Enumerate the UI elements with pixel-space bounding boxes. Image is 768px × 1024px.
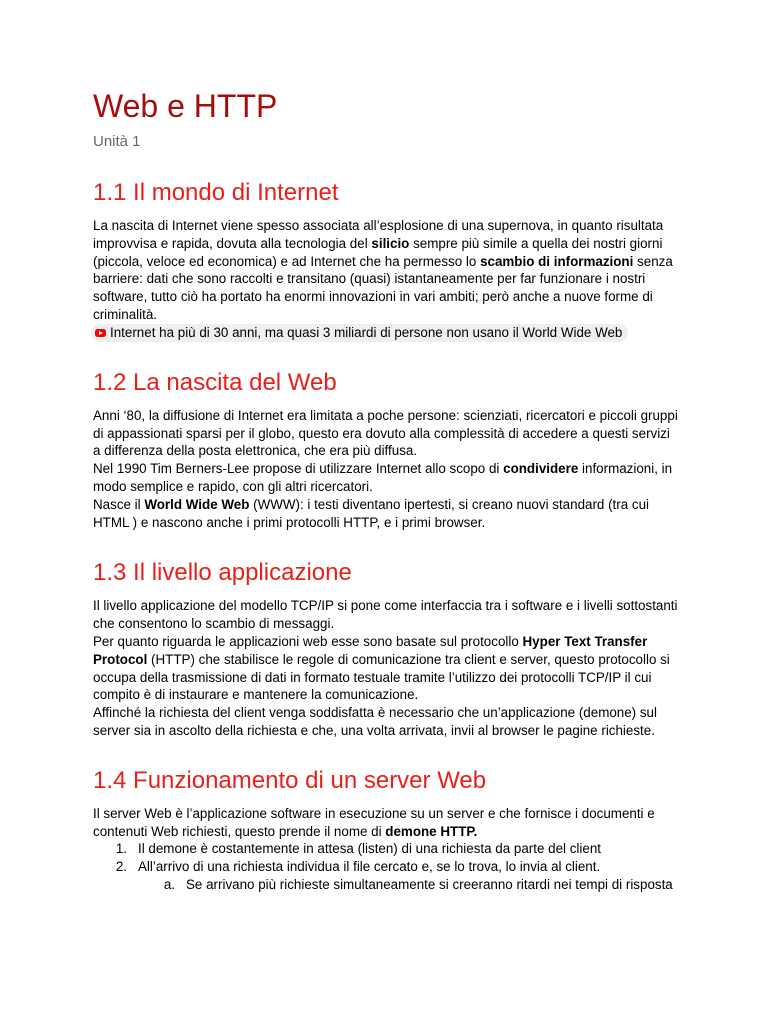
paragraph-application-layer-1: Il livello applicazione del modello TCP/IP si pone come interfaccia tra i software e i livelli sottostanti che consentono lo scambio di messaggi. [93, 598, 678, 632]
paragraph-web-birth-1: Anni ‘80, la diffusione di Internet era limitata a poche persone: scienziati, ricercatori e piccoli gruppi di appassionati sparsi per il globo, questo era dovuto alla complessità di accedere a questi servizi a differenza della posta elettronica, che era più diffusa. [93, 407, 678, 459]
section-heading-1-3: 1.3 Il livello applicazione [93, 559, 352, 587]
bold-term: demone HTTP. [385, 823, 478, 839]
video-link-chip[interactable] [91, 324, 628, 342]
section-heading-1-2: 1.2 La nascita del Web [93, 368, 337, 396]
list-item [93, 840, 678, 858]
paragraph-web-server: Il server Web è l’applicazione software in esecuzione su un server e che fornisce i documenti e contenuti Web richiesti, questo prende il nome di demone HTTP. [93, 805, 655, 839]
list-item-text: Se arrivano più richieste simultaneamente si creeranno ritardi nei tempi di risposta [186, 876, 673, 892]
section-heading-1-4: 1.4 Funzionamento di un server Web [93, 766, 487, 794]
paragraph-web-birth-2: Nel 1990 Tim Berners-Lee propose di utilizzare Internet allo scopo di condividere informazioni, in modo semplice e rapido, con gli altri ricercatori. [93, 461, 673, 494]
paragraph-web-birth-3: Nasce il World Wide Web (WWW): i testi diventano ipertesti, si creano nuovi standard (tra cui HTML ) e nascono anche i primi protocolli HTTP, e i primi browser. [93, 496, 650, 530]
numbered-list [93, 840, 678, 893]
document-page [93, 86, 678, 894]
list-marker: 2. [115, 859, 127, 875]
sublist-item [93, 876, 678, 894]
list-marker: a. [163, 876, 175, 892]
bold-term: Hyper Text Transfer Protocol [93, 633, 648, 667]
list-marker: 1. [115, 841, 127, 857]
paragraph-application-layer-3: Affinché la richiesta del client venga soddisfatta è necessario che un’applicazione (demone) sul server sia in ascolto della richiesta e che, una volta arrivata, invii al browser le pagine richieste. [93, 705, 657, 738]
bold-term: World Wide Web [144, 496, 250, 512]
list-item [93, 858, 678, 876]
list-item-text: All’arrivo di una richiesta individua il file cercato e, se lo trova, lo invia al client. [138, 859, 601, 875]
youtube-icon [95, 329, 106, 337]
bold-term: condividere [503, 461, 579, 477]
list-item-text: Il demone è costantemente in attesa (listen) di una richiesta da parte del client [138, 841, 601, 857]
bold-term: silicio [371, 235, 410, 251]
video-link-label: Internet ha più di 30 anni, ma quasi 3 miliardi di persone non usano il World Wide Web [110, 324, 623, 340]
document-subtitle: Unità 1 [93, 133, 141, 150]
paragraph-application-layer-2: Per quanto riguarda le applicazioni web esse sono basate sul protocollo Hyper Text Transfer Protocol (HTTP) che stabilisce le regole di comunicazione tra client e server, questo protocollo si occupa della trasmissione di dati in formato testuale tramite l’utilizzo dei protocolli TCP/IP il cui compito è di instaurare e mantenere la comunicazione. [93, 633, 670, 703]
section-heading-1-1: 1.1 Il mondo di Internet [93, 179, 339, 206]
paragraph-internet-world: La nascita di Internet viene spesso associata all’esplosione di una supernova, in quanto risultata improvvisa e rapida, dovuta alla tecnologia del silicio sempre più simile a quella dei nostri giorni (piccola, veloce ed economica) e ad Internet che ha permesso lo scambio di informazioni senza barriere: dati che sono raccolti e transitano (quasi) istantaneamente per far funzionare i nostri software, tutto ciò ha portato ha enormi innovazioni in vari ambiti; però anche a nuove forme di criminalità. [93, 218, 673, 322]
document-title: Web e HTTP [93, 88, 278, 124]
bold-term: scambio di informazioni [480, 253, 634, 269]
